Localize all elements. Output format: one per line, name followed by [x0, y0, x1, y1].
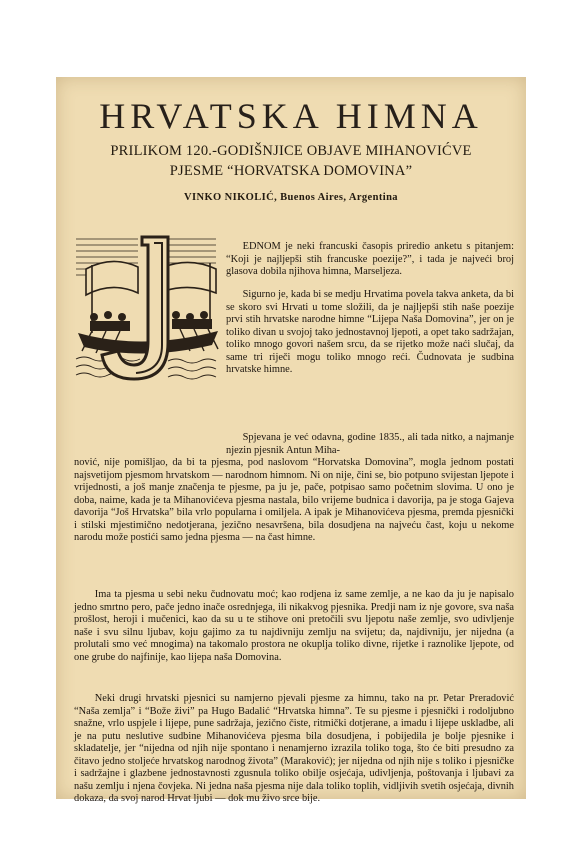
decorative-initial-j-illustration — [72, 233, 220, 384]
article-subtitle-line-2: PJESME “HORVATSKA DOMOVINA” — [169, 163, 413, 179]
article-subtitle-line-1: PRILIKOM 120.-GODIŠNJICE OBJAVE MIHANOVIĆVE — [110, 143, 472, 159]
magazine-page — [56, 77, 526, 804]
paragraph-2: Sigurno je, kada bi se medju Hrvatima povela takva anketa, da bi se skoro svi Hrvati u tome složili, da je najljepši stih naše poezije prvi stih hrvatske narodne himne “Lijepa Naša Domovina”, jer on je toliko divan u svojoj tako jednostavnoj ljepoti, a opet tako sadržajan, toliko mnogo govori našem srcu, da se rijetko može naći slučaj, da same tri riječi mogu toliko mnogo reći. Čudnovata je sudbina hrvatske himne. — [226, 289, 514, 375]
author-byline: VINKO NIKOLIĆ, Buenos Aires, Argentina — [184, 192, 398, 203]
paragraph-4: Ima ta pjesma u sebi neku čudnovatu moć; kao rodjena iz same zemlje, a ne kao da ju je napisalo jedno smrtno pero, pače jedno inače osrednjega, ili nikakvog pjesnika. Predji nam iz nje govore, sva naša prošlost, heroji i mučenici, kao da su u te stihove oni pretočili svu ljepotu naše zemlje, svo udivljenje naše i svu silnu ljubav, koju gajimo za tu najdivniju zemlju na svijetu; da, najdivniju, jer nijedna (a prolutali smo već mnogima) na takomalo prostora ne okuplja toliko divne, rijetke i raznolike ljepote, od one grube do najfinije, kao lijepa naša Domovina. — [74, 589, 514, 663]
paragraph-5: Neki drugi hrvatski pjesnici su namjerno pjevali pjesme za himnu, tako na pr. Petar Preradović “Naša zemlja” i “Bože živi” pa Hugo Badalić “Hrvatska himna”. Te su pjesme i pjesnički i rodoljubno snažne, vrlo uspjele i lijepe, pune sadržaja, jezično čiste, ritmički dotjerane, a imadu i lijepe uskladbe, ali je na putu neslutive sudbine Mihanovićeva pjesma bila dosudjena, i pobijedila je bolje pjesnike i skladatelje, jer “nijedna od njih nije spontano i nenamjerno izrazila toliko toga, što će biti presudno za čitavo jedno stoljeće hrvatskog narodnog života” (Maraković); jer nijedna od njih nije s toliko i pjesničke i sadržajne i glazbene jednostavnosti zgusnula toliko obilje osjećaja, udivljenja, poštovanja i ljubavi za našu zemlju i njena čovjeka. Ni jedna naša pjesma nije dala toliko toplih, vidljivih svetih osjećaja, divnih dokaza, da svoj narod Hrvat ljubi — dok mu živo srce bije. — [74, 693, 514, 804]
paragraph-3-start: Spjevana je već odavna, godine 1835., ali tada nitko, a najmanje njezin pjesnik Antun Miha- — [226, 432, 514, 456]
paragraph-1: EDNOM je neki francuski časopis priredio anketu s pitanjem: “Koji je najljepši stih francuske poezije?”, i tada je najveći broj glasova dobila njihova himna, Marseljeza. — [226, 241, 514, 277]
paragraph-3-continued: nović, nije pomišljao, da bi ta pjesma, pod naslovom “Horvatska Domovina”, mogla jednom postati najsvetijom pjesmom hrvatskom — narodnom himnom. Ni on nije, čini se, bio potpuno svijestan ljepote i vrijednosti, a još manje značenja te pjesme, pa ju je, pače, potpisao samo početnim slovima. U ono je doba, naime, kada je ta Mihanovićeva pjesma nastala, bilo vrijeme budnica i davorija, pa je stoga Gajeva davorija “Još Hrvatska” bila vrlo popularna i omiljela. A ipak je Mihanovićeva pjesma, premda pjesnički i stilski mjestimično nedotjerana, jezično nesavršena, bila dosudjena na najveću čast, koju u nekome narodu može postići samo jedna pjesma — na čast himne. — [74, 457, 514, 543]
article-title: HRVATSKA HIMNA — [99, 96, 483, 136]
